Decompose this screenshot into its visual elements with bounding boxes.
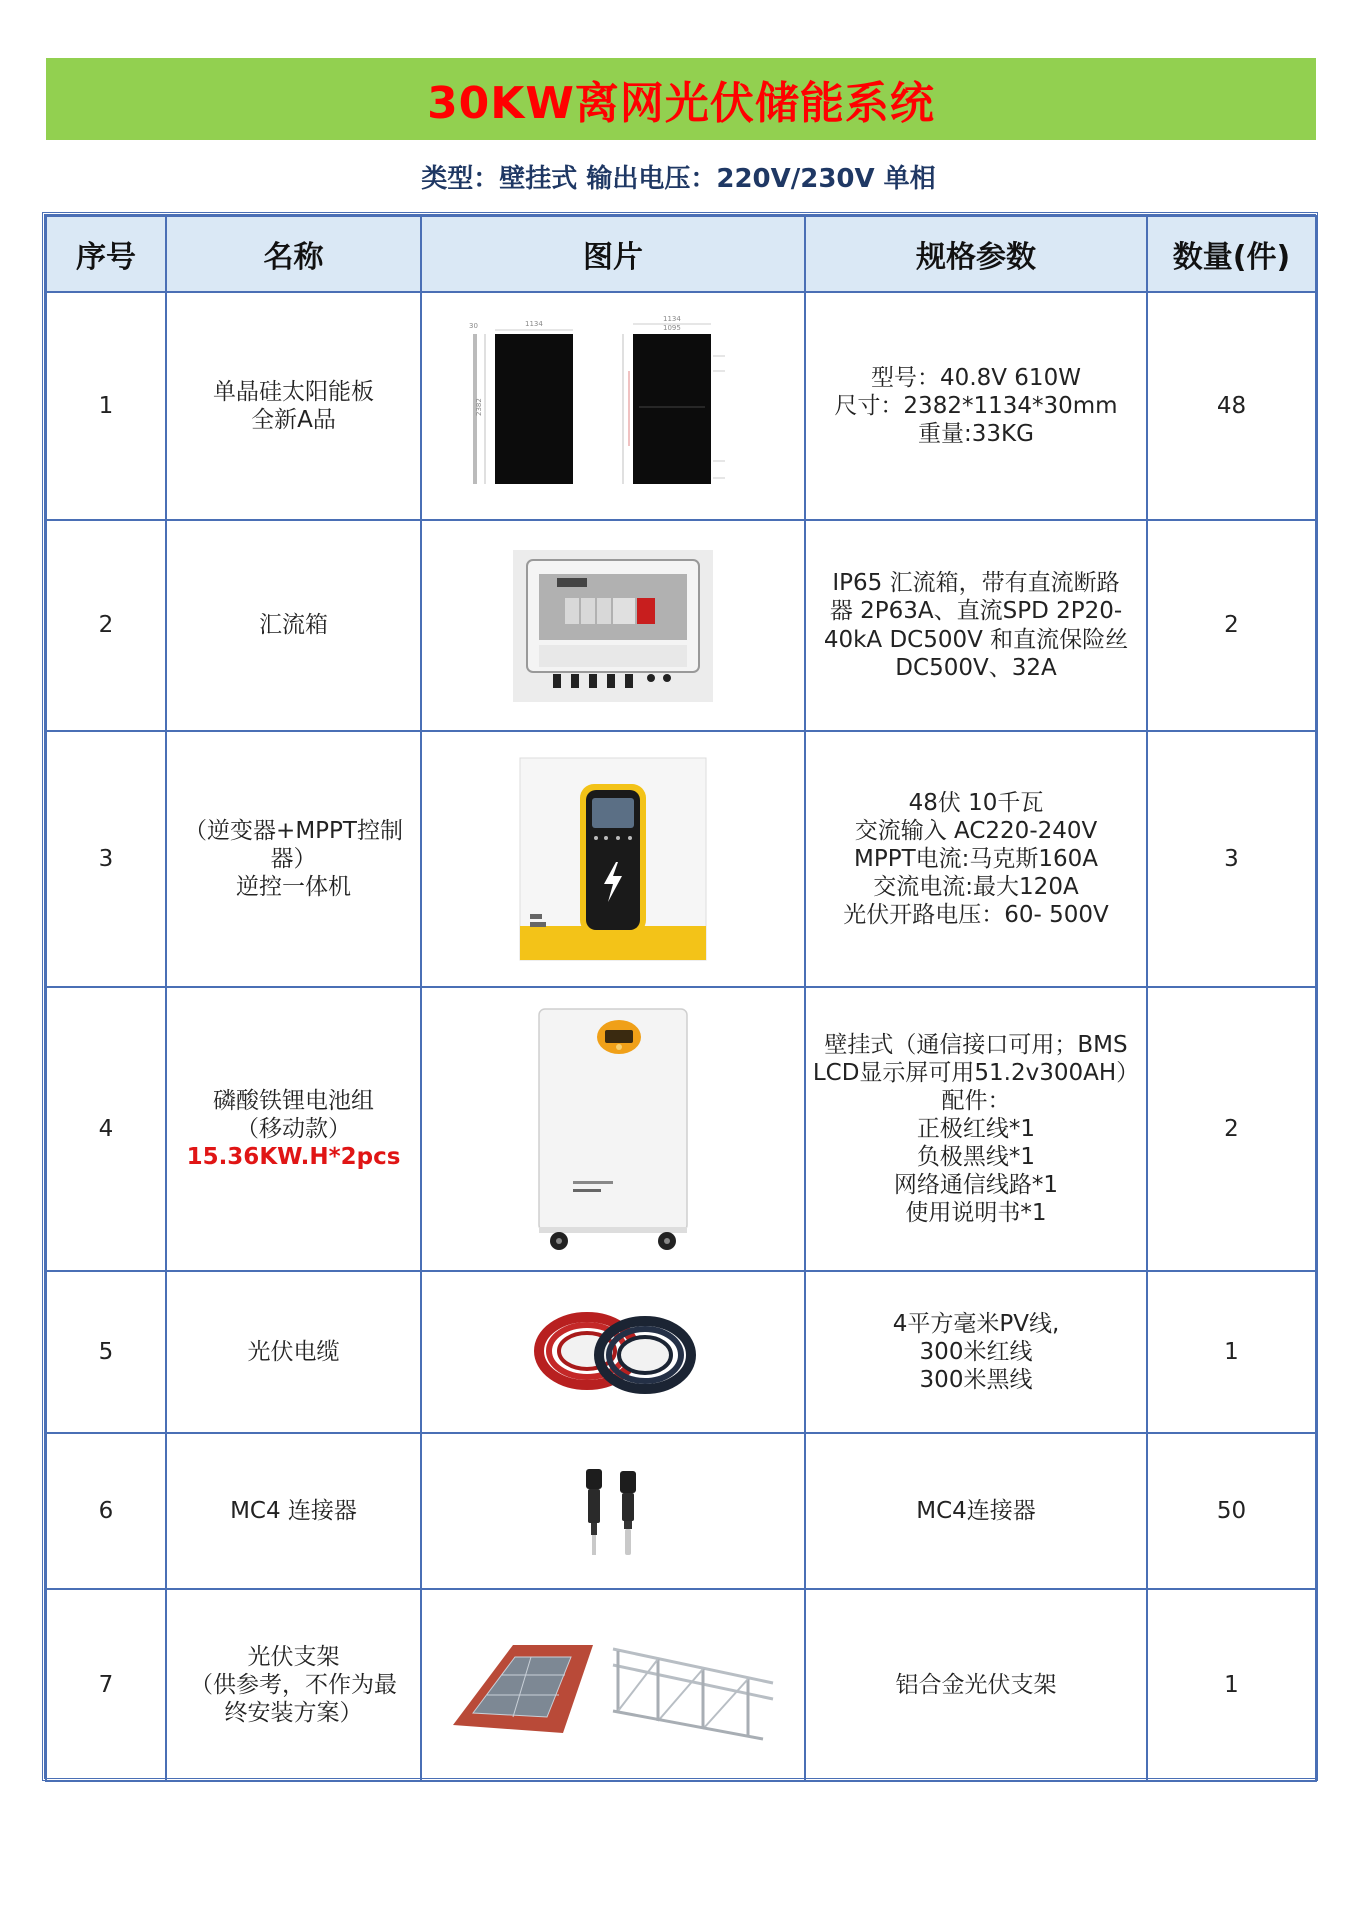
- name-line: 全新A品: [251, 407, 336, 433]
- name-line: 逆控一体机: [236, 874, 351, 901]
- row-spec: [805, 987, 1147, 1271]
- row-no: 1: [46, 292, 166, 520]
- header-name: 名称: [166, 216, 421, 292]
- mc4-connector-image: [558, 1461, 668, 1561]
- row-image: [421, 520, 805, 731]
- row-name: [166, 520, 421, 731]
- pv-cables-image: [523, 1297, 703, 1407]
- row-name: [166, 1589, 421, 1781]
- spec-line: 网络通信线路*1: [893, 1172, 1059, 1199]
- solar-panel-drawing-image: [463, 316, 763, 496]
- header-spec: 规格参数: [805, 216, 1147, 292]
- battery-pack-image: [533, 1005, 693, 1253]
- spec-line: 型号：40.8V 610W: [871, 364, 1081, 391]
- header-qty: 数量(件): [1147, 216, 1316, 292]
- dim-label: 1134: [525, 320, 543, 328]
- table-row: [46, 1589, 1316, 1781]
- product-table: [45, 215, 1317, 1782]
- row-spec: [805, 1271, 1147, 1433]
- table-row: [46, 292, 1316, 520]
- dim-label: 1095: [663, 324, 681, 332]
- table-row: [46, 1271, 1316, 1433]
- row-qty: 48: [1147, 292, 1316, 520]
- header-image: 图片: [421, 216, 805, 292]
- row-no: 3: [46, 731, 166, 987]
- name-line: （供参考，不作为最: [190, 1671, 397, 1698]
- spec-line: 300米红线: [919, 1338, 1033, 1365]
- row-spec: [805, 731, 1147, 987]
- spec-line: 正极红线*1: [916, 1115, 1036, 1142]
- table-row: [46, 731, 1316, 987]
- row-name: [166, 987, 421, 1271]
- spec-line: MC4连接器: [916, 1497, 1036, 1524]
- page-subtitle: 类型：壁挂式 输出电压：220V/230V 单相: [421, 164, 936, 194]
- spec-line: 使用说明书*1: [905, 1200, 1047, 1227]
- name-line: MC4 连接器: [230, 1497, 357, 1524]
- row-qty: 50: [1147, 1433, 1316, 1589]
- spec-line: 器 2P63A、直流SPD 2P20-: [829, 598, 1123, 625]
- row-image: [421, 1271, 805, 1433]
- row-image: [421, 1433, 805, 1589]
- table-row: [46, 987, 1316, 1271]
- spec-line: 光伏开路电压：60- 500V: [843, 902, 1109, 929]
- spec-line: 40kA DC500V 和直流保险丝: [823, 626, 1129, 653]
- row-name: [166, 731, 421, 987]
- dim-label: 1134: [663, 316, 681, 323]
- row-image: [421, 731, 805, 987]
- dim-label: 30: [469, 322, 478, 330]
- row-name: [166, 1433, 421, 1589]
- table-row: [46, 520, 1316, 731]
- row-qty: 1: [1147, 1589, 1316, 1781]
- spec-line: LCD显示屏可用51.2v300AH）: [812, 1059, 1140, 1086]
- name-line: 单晶硅太阳能板: [213, 378, 374, 405]
- row-qty: 1: [1147, 1271, 1316, 1433]
- spec-line: 铝合金光伏支架: [895, 1671, 1057, 1698]
- spec-line: MPPT电流:马克斯160A: [853, 845, 1098, 872]
- row-qty: 3: [1147, 731, 1316, 987]
- spec-line: 交流输入 AC220-240V: [854, 817, 1098, 844]
- combiner-box-image: [513, 550, 713, 702]
- spec-line: 300米黑线: [919, 1367, 1033, 1394]
- row-no: 2: [46, 520, 166, 731]
- row-qty: 2: [1147, 987, 1316, 1271]
- row-name: [166, 292, 421, 520]
- row-no: 5: [46, 1271, 166, 1433]
- spec-line: 4平方毫米PV线,: [892, 1310, 1060, 1337]
- spec-line: 尺寸：2382*1134*30mm: [834, 392, 1118, 419]
- row-image: [421, 292, 805, 520]
- inverter-image: [518, 756, 708, 962]
- row-spec: [805, 1433, 1147, 1589]
- header-no: 序号: [46, 216, 166, 292]
- row-no: 4: [46, 987, 166, 1271]
- spec-line: DC500V、32A: [895, 654, 1057, 681]
- title-banner: [46, 58, 1316, 140]
- product-table-frame: [42, 212, 1318, 1781]
- spec-line: IP65 汇流箱，带有直流断路: [832, 570, 1120, 597]
- name-line: （移动款）: [236, 1115, 351, 1142]
- name-line: 磷酸铁锂电池组: [213, 1087, 374, 1114]
- row-qty: 2: [1147, 520, 1316, 731]
- table-header-row: [46, 216, 1316, 292]
- row-name: [166, 1271, 421, 1433]
- row-image: [421, 987, 805, 1271]
- spec-line: 负极黑线*1: [916, 1144, 1036, 1171]
- row-no: 7: [46, 1589, 166, 1781]
- page-title: 30KW离网光伏储能系统: [427, 78, 935, 129]
- name-line: 终安装方案）: [224, 1700, 363, 1727]
- name-line: 光伏电缆: [247, 1338, 340, 1365]
- pv-mounting-image: [443, 1625, 783, 1745]
- dim-label: 2382: [475, 398, 483, 416]
- spec-line: 交流电流:最大120A: [873, 874, 1079, 901]
- spec-line: 壁挂式（通信接口可用；BMS: [824, 1031, 1128, 1058]
- name-line: （逆变器+MPPT控制: [184, 817, 403, 844]
- row-no: 6: [46, 1433, 166, 1589]
- spec-line: 48伏 10千瓦: [908, 789, 1044, 816]
- spec-line: 配件：: [941, 1087, 1011, 1114]
- row-spec: [805, 520, 1147, 731]
- row-spec: [805, 292, 1147, 520]
- name-line: 汇流箱: [259, 612, 328, 639]
- row-image: [421, 1589, 805, 1781]
- row-spec: [805, 1589, 1147, 1781]
- name-highlight: 15.36KW.H*2pcs: [186, 1144, 401, 1171]
- name-line: 器）: [270, 845, 317, 872]
- name-line: 光伏支架: [247, 1643, 340, 1670]
- table-row: [46, 1433, 1316, 1589]
- spec-line: 重量:33KG: [918, 421, 1034, 448]
